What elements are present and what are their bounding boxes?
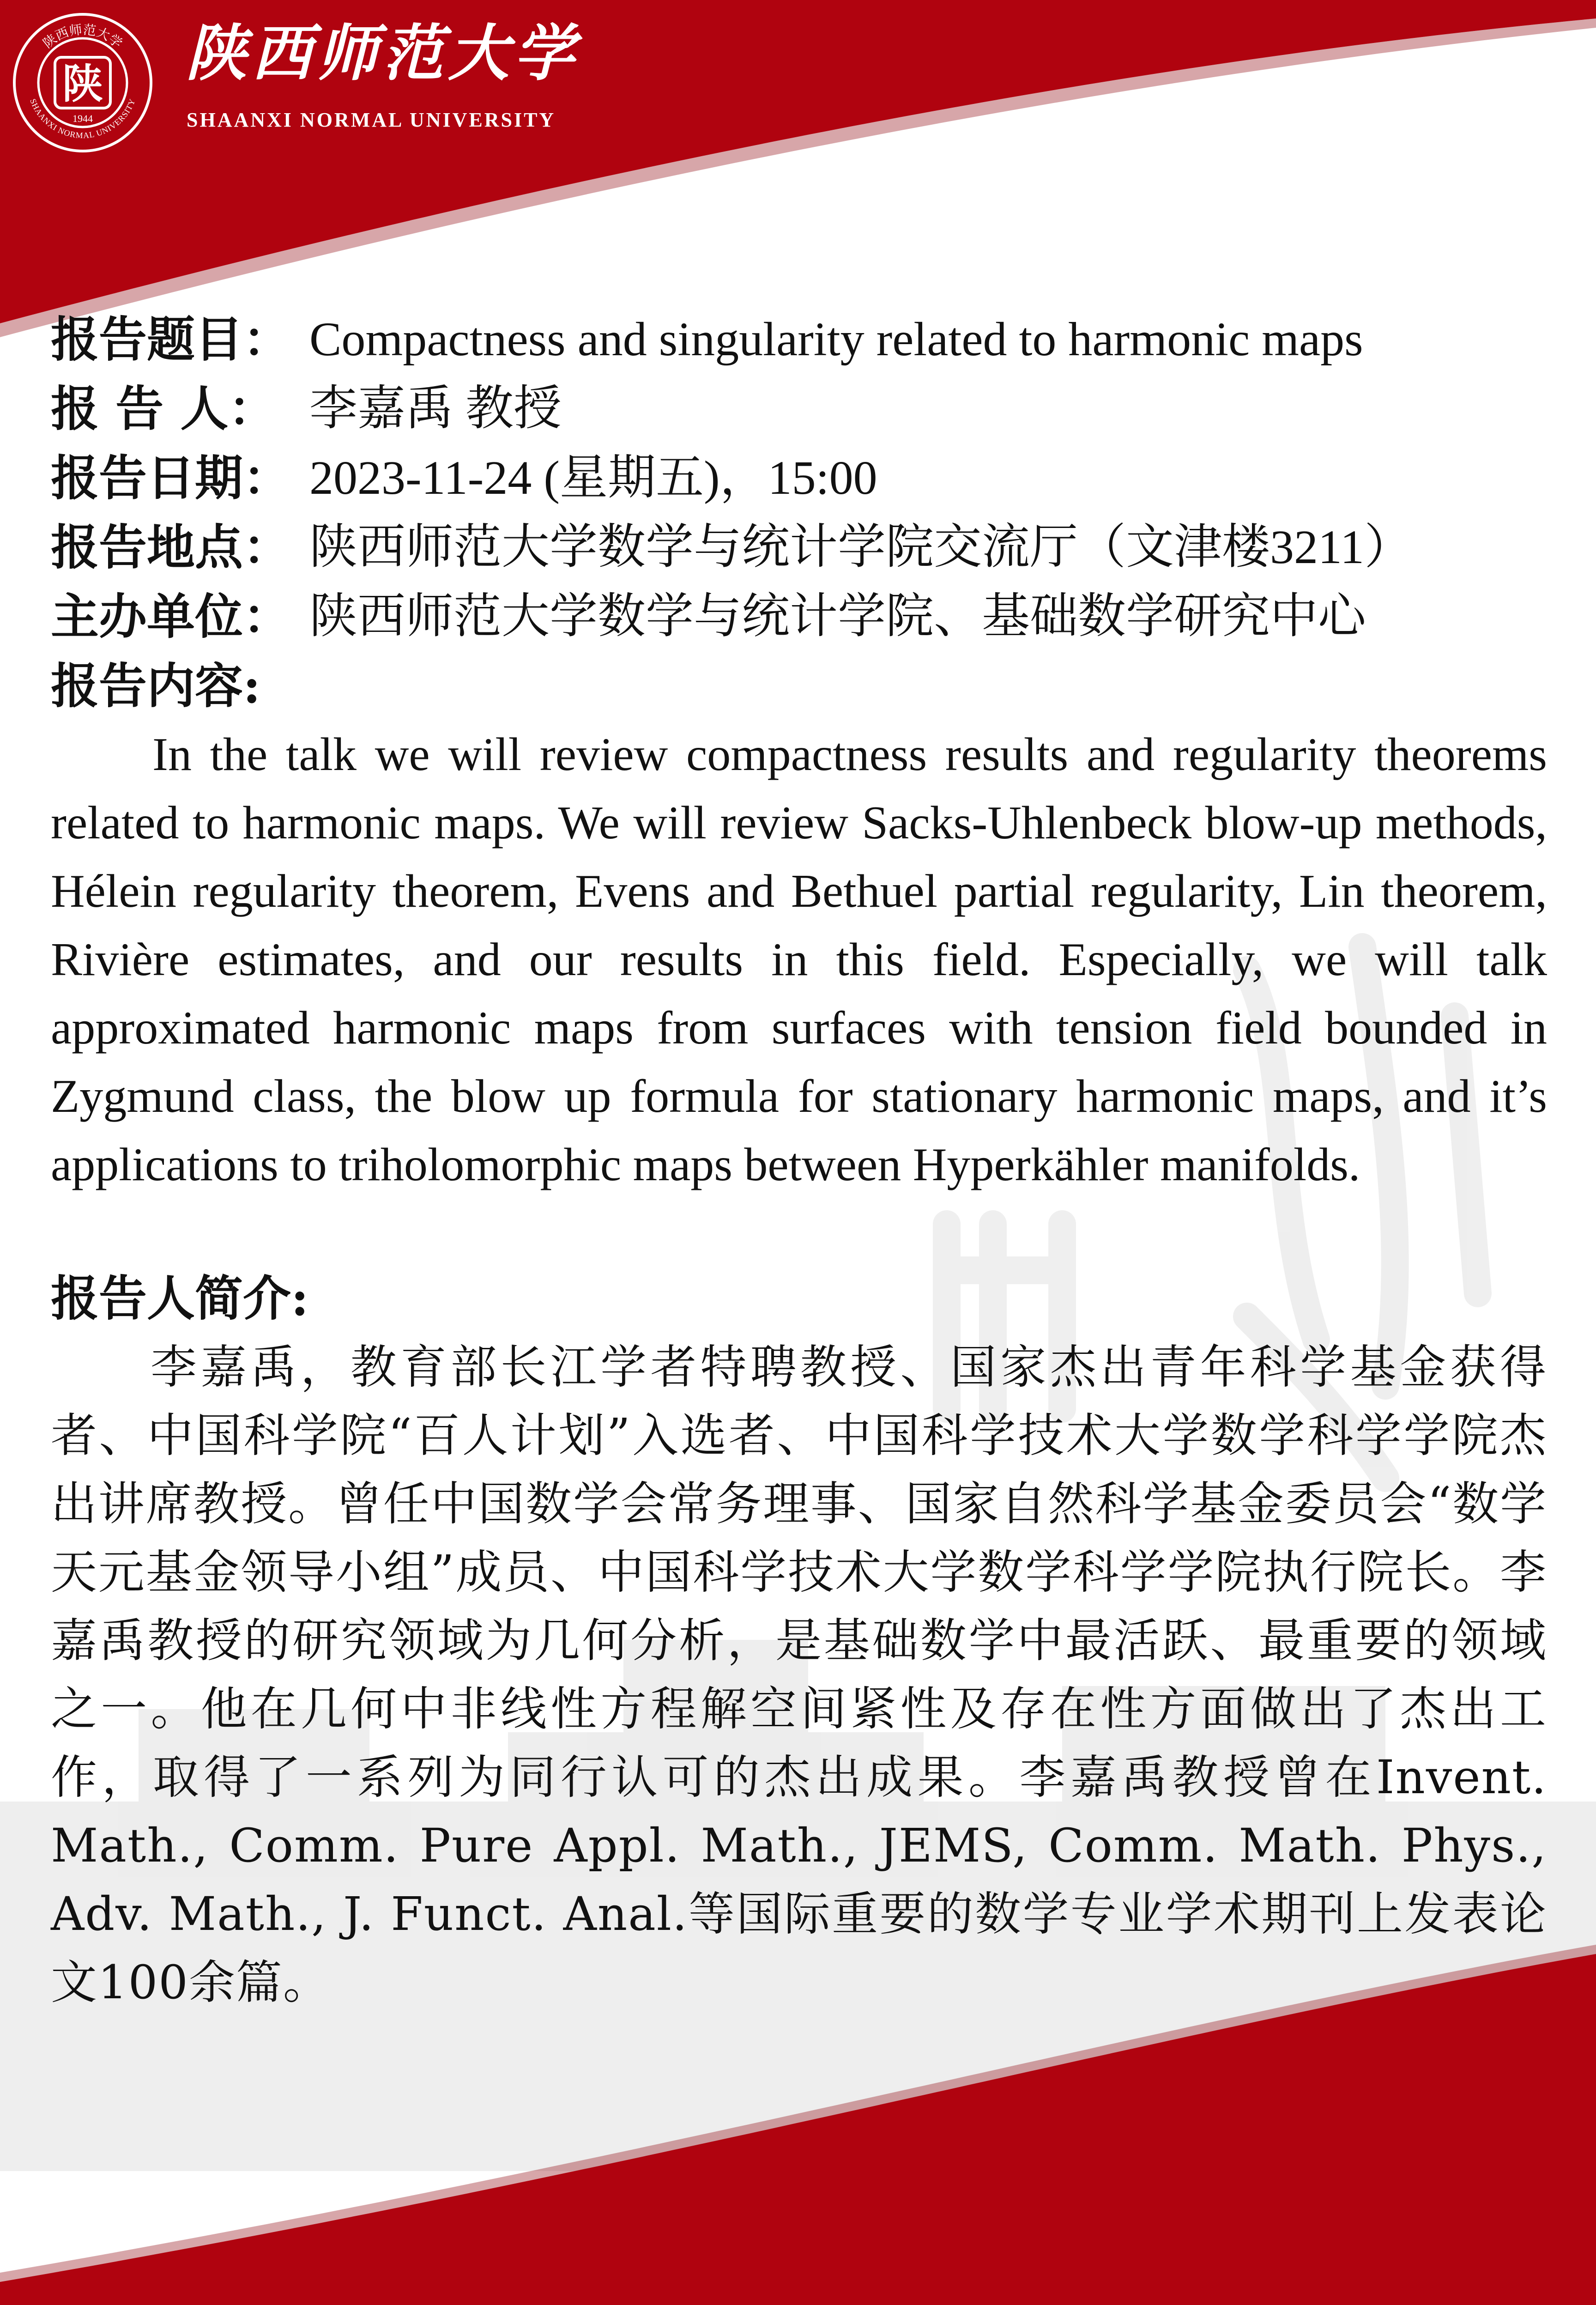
info-label: 报告地点： bbox=[51, 519, 291, 576]
svg-text:1944: 1944 bbox=[73, 113, 93, 124]
university-seal-logo bbox=[6, 6, 159, 159]
announcement-content bbox=[51, 305, 1547, 2017]
info-label: 主办单位： bbox=[51, 588, 291, 645]
svg-text:陕: 陕 bbox=[62, 60, 103, 108]
svg-text:SHAANXI NORMAL UNIVERSITY: SHAANXI NORMAL UNIVERSITY bbox=[28, 97, 137, 140]
abstract-heading: 报告内容: bbox=[51, 657, 261, 714]
bio-heading: 报告人简介: bbox=[51, 1270, 309, 1327]
section-spacer bbox=[51, 1199, 1547, 1264]
info-label: 报告题目： bbox=[51, 311, 291, 368]
info-label: 报 告 人： bbox=[51, 380, 277, 437]
university-name-en: SHAANXI NORMAL UNIVERSITY bbox=[187, 109, 556, 131]
talk-title: Compactness and singularity related to harmonic maps bbox=[309, 313, 1363, 366]
info-row-title bbox=[51, 305, 1547, 374]
info-row-date bbox=[51, 443, 1547, 513]
info-label: 报告日期： bbox=[51, 449, 291, 506]
info-row-organizer bbox=[51, 582, 1547, 651]
talk-location: 陕西师范大学数学与统计学院交流厅（文津楼3211） bbox=[309, 521, 1413, 574]
organizer: 陕西师范大学数学与统计学院、基础数学研究中心 bbox=[309, 590, 1366, 643]
svg-text:陕西师范大学: 陕西师范大学 bbox=[40, 22, 126, 51]
abstract-text: In the talk we will review compactness results and regularity theorems related to harmonic maps. We will review Sacks-Uhlenbeck blow-up methods, Hélein regularity theorem, Evens and Bethuel partial regularity, Lin theorem, Rivière estimates, and our results in this field. Especially, we will talk approximated harmonic maps from surfaces with tension field bounded in Zygmund class, the blow up formula for stationary harmonic maps, and it’s applications to triholomorphic maps between Hyperkähler manifolds. bbox=[51, 728, 1547, 1191]
bio-text: 李嘉禹，教育部长江学者特聘教授、国家杰出青年科学基金获得者、中国科学院“百人计划”入选者、中国科学技术大学数学科学学院杰出讲席教授。曾任中国数学会常务理事、国家自然科学基金委员会“数学天元基金领导小组”成员、中国科学技术大学数学科学学院执行院长。李嘉禹教授的研究领域为几何分析，是基础数学中最活跃、最重要的领域之一。他在几何中非线性方程解空间紧性及存在性方面做出了杰出工作，取得了一系列为同行认可的杰出成果。李嘉禹教授曾在Invent. Math., Comm. Pure Appl. Math., JEMS, Comm. Math. Phys., Adv. Math., J. Funct. Anal.等国际重要的数学专业学术期刊上发表论文100余篇。 bbox=[51, 1340, 1547, 2009]
speaker-name: 李嘉禹 教授 bbox=[309, 382, 562, 435]
talk-date: 2023-11-24 (星期五)，15:00 bbox=[309, 451, 877, 504]
university-name-cn: 陕西师范大学 bbox=[186, 18, 579, 89]
info-row-location bbox=[51, 513, 1547, 582]
info-row-speaker bbox=[51, 374, 1547, 443]
